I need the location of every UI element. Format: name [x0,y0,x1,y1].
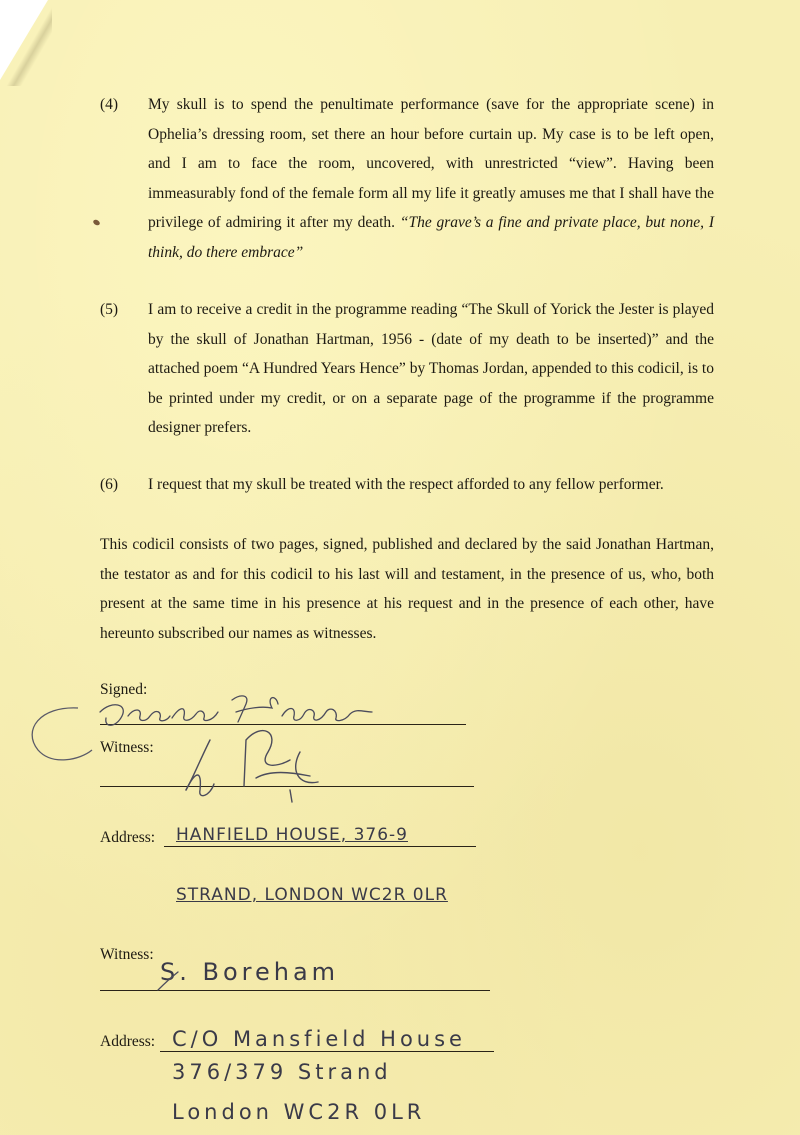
clause-number: (6) [100,476,119,493]
clause-6 [100,470,714,500]
clause-text [148,90,714,267]
signature-line [100,724,466,725]
witness-1-label: Witness: [100,739,154,756]
clause-4 [100,90,714,267]
clause-4-body: My skull is to spend the penultimate performance (save for the appropriate scene) in Ophelia’s dressing room, set there an hour before curtain up. My case is to be left open, and I am to face the room, uncovered, with unrestricted “view”. Having been immeasurably fond of the female form all my life it greatly amuses me that I shall have the privilege of admiring it after my death. [148,96,714,231]
witness-2-line [100,990,490,991]
witness-2-signature: S. Boreham [160,958,340,986]
address-1-line-2: STRAND, LONDON WC2R 0LR [176,885,448,905]
clause-5 [100,295,714,443]
witness-1-signature-mark [186,731,318,802]
address-1-label: Address: [100,829,156,846]
clause-text: I am to receive a credit in the programme reading “The Skull of Yorick the Jester is played by the skull of Jonathan Hartman, 1956 - (date of my death to be inserted)” and the attached poem “A Hundred Years Hence” by Thomas Jordan, appended to this codicil, is to be printed under my credit, or on a separate page of the programme if the programme designer prefers. [148,301,714,436]
signature-flourish [32,708,92,760]
address-1-line-1: HANFIELD HOUSE, 376-9 [176,825,408,845]
address-2-line-2: 376/379 Strand [172,1060,392,1084]
clause-number: (5) [100,301,119,318]
address-2-label: Address: [100,1033,156,1050]
clause-4-quote: “The grave’s a fine and private place, but none, I think, do there embrace” [148,214,714,261]
testator-signature [100,696,372,725]
address-2-line-3: London WC2R 0LR [172,1100,426,1124]
clause-number: (4) [100,96,119,113]
address-2-line [160,1051,494,1052]
folded-corner-shadow [0,0,52,86]
address-1-line [164,846,476,847]
address-2-line-1: C/O Mansfield House [172,1027,466,1051]
witness-1-line [100,786,474,787]
attestation-clause: This codicil consists of two pages, signed, published and declared by the said Jonathan Hartman, the testator as and for this codicil to his last will and testament, in the presence of us, who, both present at the same time in his presence at his request and in the presence of each other, have hereunto subscribed our names as witnesses. [100,536,714,642]
clause-text: I request that my skull be treated with the respect afforded to any fellow performer. [148,476,664,493]
witness-2-label: Witness: [100,946,154,963]
signed-label: Signed: [100,681,148,698]
